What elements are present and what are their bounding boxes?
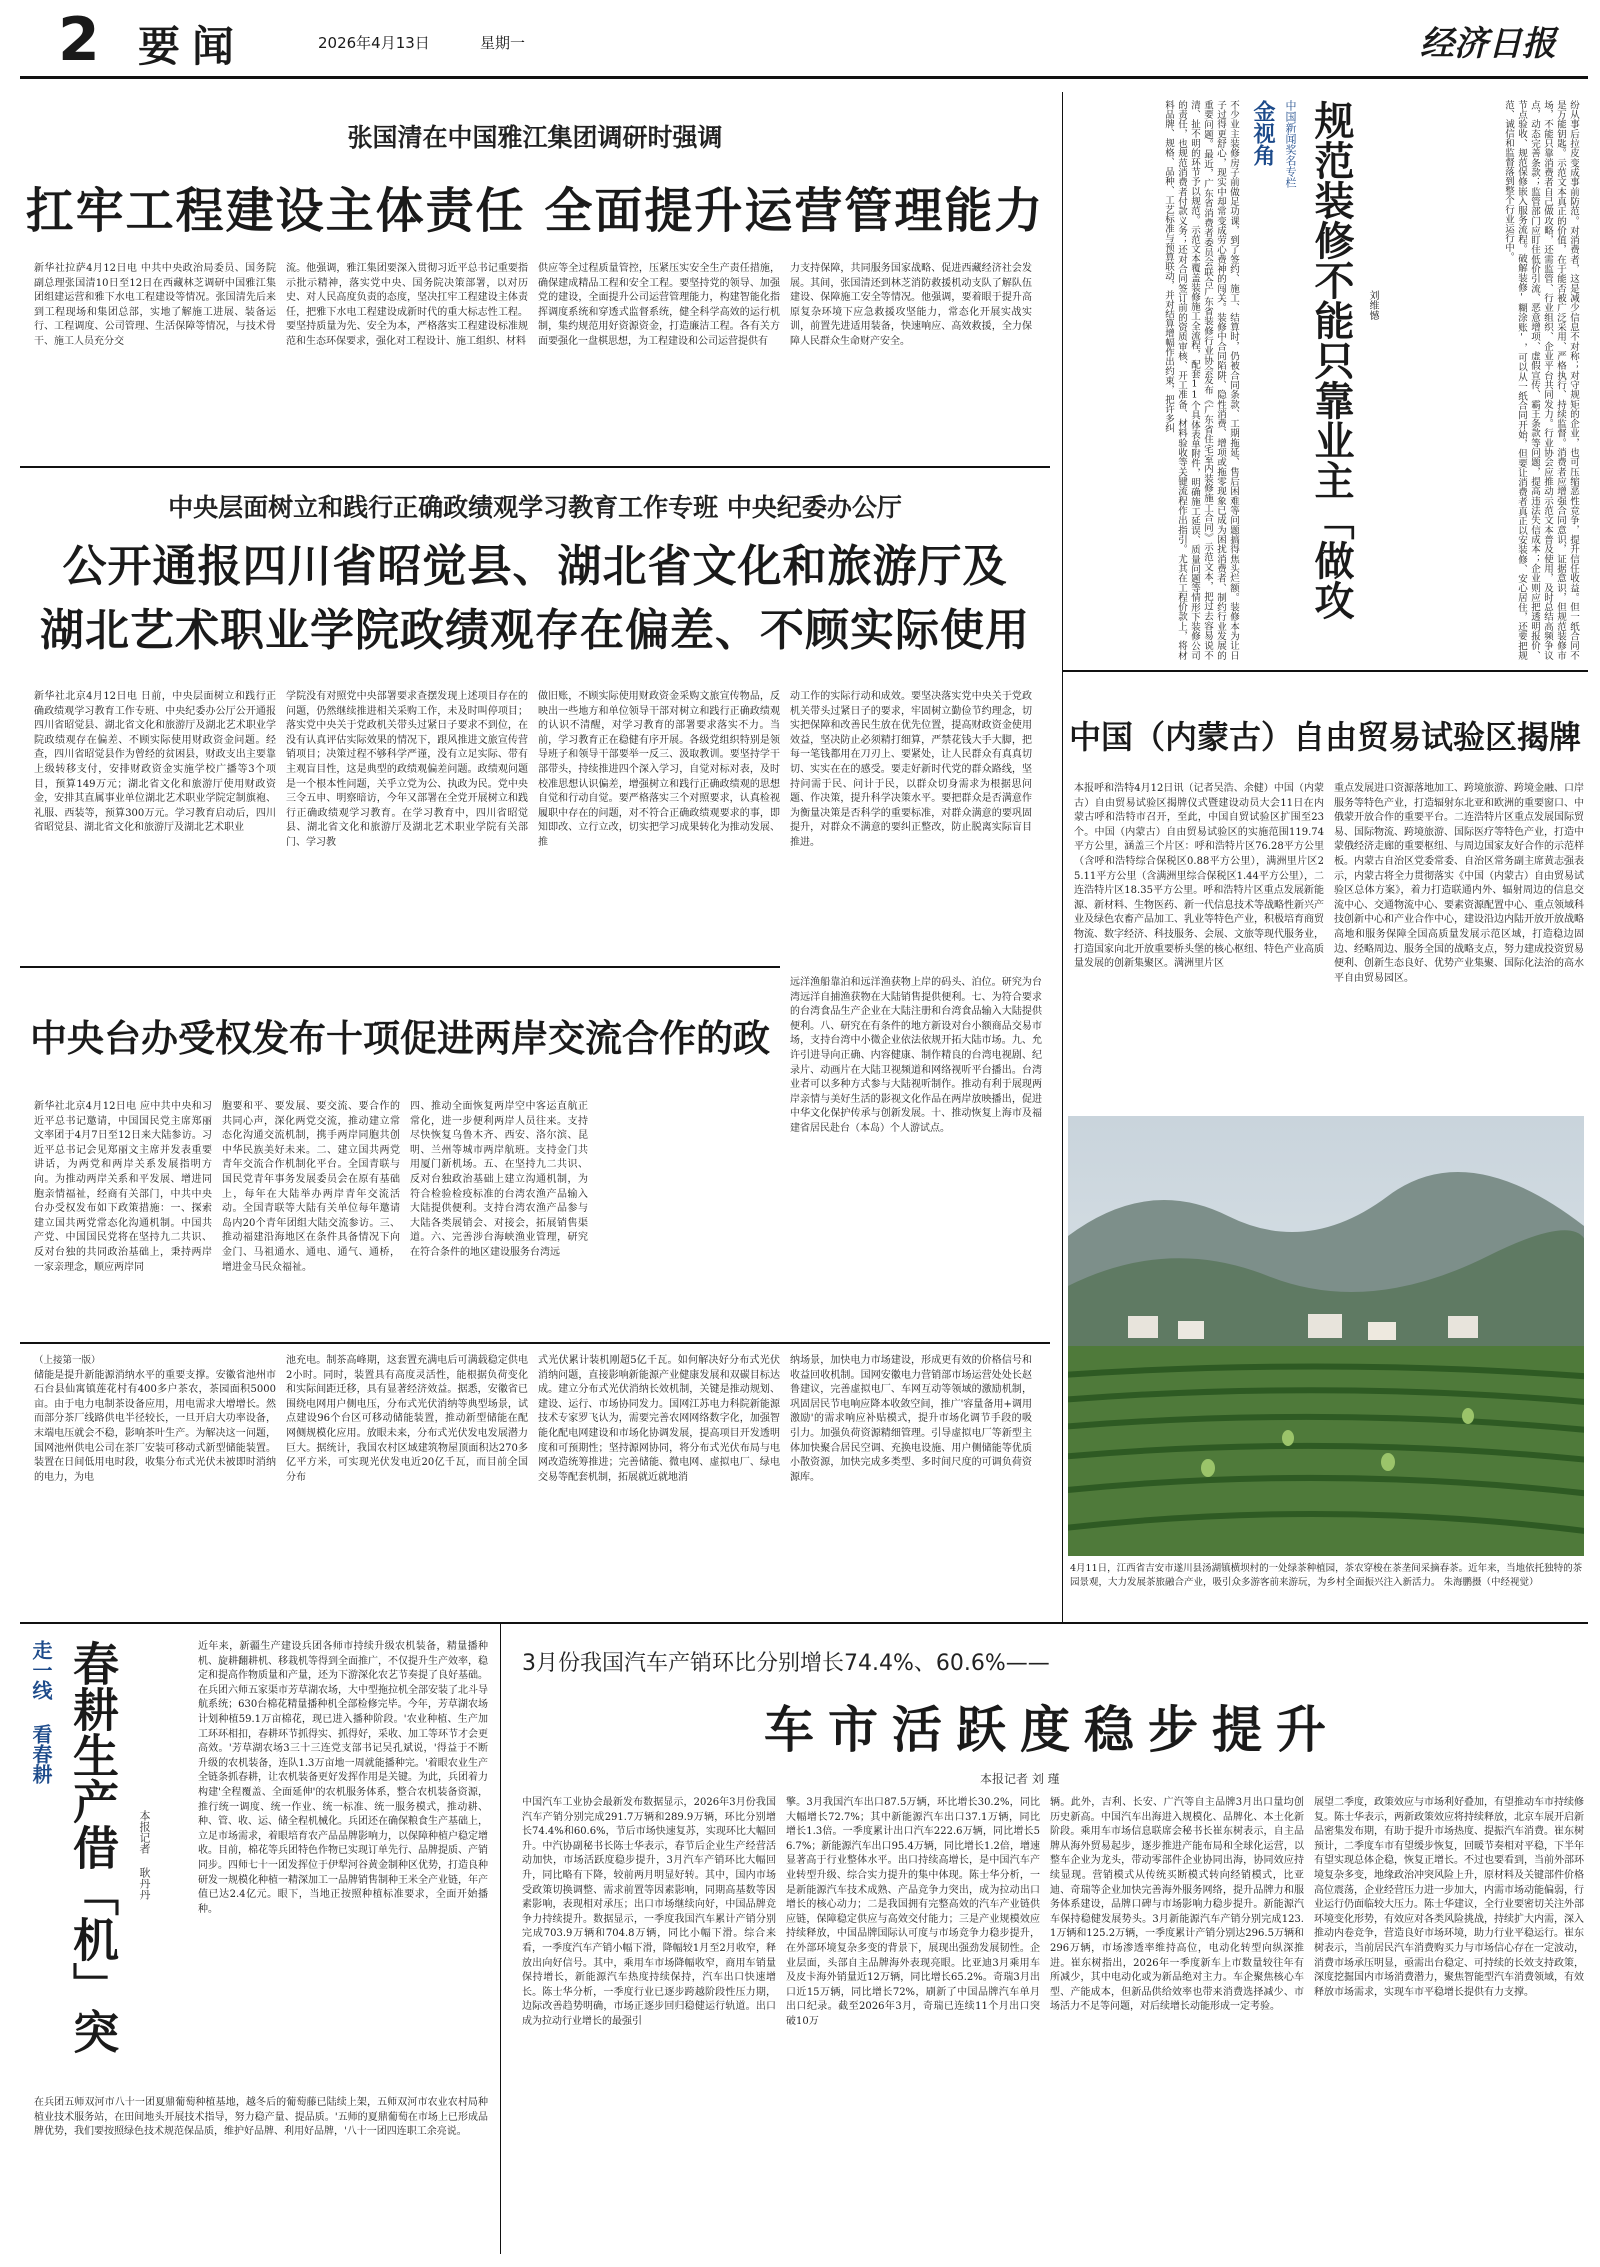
- column-text-1: 不少业主装修房子前做足功课，到了签约、施工、结算时，仍被合同条款、工期拖延、售后困难等问题搞得焦头烂额。装修本为让日子过得更舒心，现实中却常变成劳心费神的闯关。装修中合同陷阱、隐性消费、增项或拖零现象已成为困扰消费者、制约行业发展的重要问题。最近，广东省消费者委员会联合广东省装修行业协会发布《广东省住宅室内装修施工合同》示范文本，把过去容易说不清、扯不明的环节予以规范。示范文本覆盖装修施工全流程，配套11个具体表单附件，明确施工延误、质量问题等情形下装修公司的责任，也规范消费者付款义务；还对合同签订前的资质审核、开工准备、材料验收等关键流程作出指引。尤其在工程价款上，将材料品牌、规格、品种、工艺标准与预算联动，并对结算增幅作出约束，把许多纠: [1163, 100, 1239, 660]
- article2-kicker: 中央层面树立和践行正确政绩观学习教育工作专班 中央纪委办公厅: [168, 493, 902, 522]
- article4-col2: 在兵团五师双河市八十一团夏鼎葡萄种植基地，越冬后的葡萄藤已陆续上架，五师双河市农业农村局种植业技术服务站，在田间地头开展技术指导，努力稳产量、提品质。'五师的夏鼎葡萄在市场上已形成品牌优势，我们要按照绿色技术规范保品质，维护好品牌、利用好品牌，'八十一团四连职工余亮说。: [34, 2097, 488, 2138]
- column-title: 规范装修不能只靠业主「做攻: [1308, 100, 1354, 620]
- article1-col4: 力支持保障，共同服务国家战略、促进西藏经济社会发展。其间，张国清还到林芝消防救援机动支队了解队伍建设、保障施工安全等情况。他强调，要着眼于提升高原复杂环境下应急救援攻坚能力，常态化开展实战实训，前置先进适用装备，快速响应、高效救援，全力保障人民群众生命财产安全。: [790, 263, 1032, 347]
- article1-col1: 新华社拉萨4月12日电 中共中央政治局委员、国务院副总理张国清10日至12日在西藏林芝调研中国雅江集团组建运营和雅下水电工程建设等情况。张国清先后来到工程现场和集团总部，实地了解施工进展、装备运行、工程调度、公司管理、生活保障等情况，与技术骨干、施工人员充分交: [34, 263, 276, 347]
- article3-col1: 新华社北京4月12日电 应中共中央和习近平总书记邀请，中国国民党主席郑丽文率团于4月7日至12日来大陆参访。习近平总书记会见郑丽文主席并发表重要讲话，为两党和两岸关系发展指明方向。为推动两岸关系和平发展、增进同胞亲情福祉，经商有关部门，中共中央台办受权发布如下政策措施：一、探索建立国共两党常态化沟通机制。中国共产党、中国国民党将在坚持九二共识、反对台独的共同政治基础上，秉持两岸一家亲理念，顺应两岸同: [34, 1101, 212, 1273]
- divider: [20, 966, 780, 968]
- article1-kicker: 张国清在中国雅江集团调研时强调: [347, 123, 723, 152]
- ftz-col1: 本报呼和浩特4月12日讯（记者吴浩、余健）中国（内蒙古）自由贸易试验区揭牌仪式暨建设动员大会11日在内蒙古呼和浩特市召开，至此，中国自贸试验区扩围至23个。中国（内蒙古）自由贸易试验区的实施范围119.74平方公里，涵盖三个片区：呼和浩特片区76.28平方公里（含呼和浩特综合保税区0.88平方公里），满洲里片区25.11平方公里（含满洲里综合保税区1.44平方公里），二连浩特片区18.35平方公里。呼和浩特片区重点发展新能源、新材料、生物医药、新一代信息技术等战略性新兴产业及绿色农畜产品加工、乳业等特色产业，积极培育商贸物流、数字经济、科技服务、会展、文旅等现代服务业，打造国家向北开放重要桥头堡的核心枢纽、特色产业高质量发展的创新集聚区。满洲里片区: [1074, 783, 1324, 970]
- article3-headline: 中央台办受权发布十项促进两岸交流合作的政: [30, 1017, 770, 1060]
- article2-col3: 做旧账，不顾实际使用财政资金采购文旅宣传物品，反映出一些地方和单位领导干部对树立和践行正确政绩观的认识不清醒，对学习教育的部署要求落实不力。当前，学习教育正在稳健有序开展。各级党组织特别是领导班子和领导干部要举一反三、汲取教训。要坚持学干部带头，持续推进四个深入学习，自觉对标对表，及时校准思想认识偏差，增强树立和践行正确政绩观的思想自觉和行动自觉。要严格落实三个对照要求，认真检视履职中存在的问题，对不符合正确政绩观要求的事，即知即改、立行立改，切实把学习成果转化为推动发展、推: [538, 691, 780, 848]
- column-sub: 中国新闻奖名专栏: [1284, 100, 1297, 188]
- tea-garden-photo: [1068, 1116, 1584, 1556]
- article2-col2: 学院没有对照党中央部署要求查摆发现上述项目存在的问题，仍然继续推进相关采购工作，未及时叫停项目；落实党中央关于党政机关带头过紧日子要求不到位，在没有认真评估实际效果的情况下，跟风推进文旅宣传营销项目；决策过程不够科学严谨，没有立足实际、带有主观盲目性，这是典型的政绩观偏差问题。政绩观问题是一个根本性问题，关乎立党为公、执政为民。党中央三令五申、明察暗访，今年又部署在全党开展树立和践行正确政绩观学习教育。在学习教育中，四川省昭觉县、湖北省文化和旅游厅及湖北艺术职业学院有关部门、学习教: [286, 691, 528, 848]
- article1-col3: 供应等全过程质量管控，压紧压实安全生产责任措施，确保建成精品工程和安全工程。要坚持党的领导、加强党的建设，全面提升公司运营管理能力，构建智能化指挥调度系统和穿透式监督系统，健全科学高效的运行机制，集约规范用好资源资金，打造廉洁工程。各有关方面要强化一盘棋思想，为工程建设和公司运营提供有: [538, 263, 780, 347]
- column-vertical-rule: [500, 1624, 501, 2254]
- article4-byline: 本报记者 耿丹丹: [138, 1810, 151, 1900]
- article3-col4: 远洋渔船靠泊和远洋渔获物上岸的码头、泊位。研究为台湾远洋自捕渔获物在大陆销售提供便利。七、为符合要求的台湾食品生产企业在大陆注册和台湾食品输入大陆提供便利。八、研究在有条件的地方新设对台小额商品交易市场，支持台湾中小微企业依法依规开拓大陆市场。九、允许引进导向正确、内容健康、制作精良的台湾电视剧、纪录片、动画片在大陆卫视频道和网络视听平台播出。台湾业者可以多种方式参与大陆视听制作。推动有利于展现两岸亲情与美好生活的影视文化作品在两岸放映播出，促进中华文化保护传承与创新发展。十、推动恢复上海市及福建省居民赴台（本岛）个人游试点。: [790, 977, 1042, 1134]
- article-cont-col2: 池充电。制茶高峰期，这套置充满电后可满载稳定供电2小时。同时，装置具有高度灵活性，能根据负荷变化和实际间距迁移，具有显著经济效益。据悉，安徽省已围绕电网用户侧电压，分布式光伏消纳等典型场景，试点建设96个台区可移动储能装置，推动新型储能在配网侧规模化应用。放眼未来，分布式光伏发电发展潜力巨大。据统计，我国农村区域建筑物屋顶面积达270多亿平方米，可实现光伏发电近20亿千瓦，而目前全国分布: [286, 1355, 528, 1483]
- article5-col4: 展望二季度，政策效应与市场利好叠加，有望推动车市持续修复。陈士华表示，两新政策效应将持续释放，北京车展开启新品密集发布期，有助于提升市场热度、提振汽车消费。崔东树预计，二季度车市有望缓步恢复，回暖节奏相对平稳，下半年有望实现总体企稳，恢复正增长。不过也要看到，当前外部环境复杂多变，地缘政治冲突风险上升，原材料及关键部件价格高位震荡，企业经营压力进一步加大，内需市场动能偏弱，行业运行仍面临较大压力。陈士华建议，全行业要密切关注外部环境变化形势，有效应对各类风险挑战，持续扩大内需，深入推动内卷竞争，营造良好市场环境，助力行业平稳运行。崔东树表示，当前居民汽车消费购买力与市场信心存在一定波动，消费市场承压明显，亟需出台稳定、可持续的长效支持政策，深度挖掘国内市场消费潜力，聚焦智能型汽车消费领域，有效释放市场需求，实现车市平稳增长提供有力支撑。: [1314, 1797, 1584, 1998]
- page-number: 2: [58, 10, 100, 74]
- section-title: 要闻: [138, 22, 247, 70]
- article2-headline-line2: 湖北艺术职业学院政绩观存在偏差、不顾实际使用: [40, 605, 1030, 656]
- article-cont-col1-text: 储能是提升新能源消纳水平的重要支撑。安徽省池州市石台县仙寓镇莲花村有400多户茶农，茶园面积5000亩。由于电力电制茶设备应用，用电需求大增增长。然而部分茶厂线路供电半径较长，一旦开启大功率设备，末端电压就会不稳，影响茶叶生产。为解决这一问题，国网池州供电公司在茶厂安装可移动式新型储能装置。装置在日间低用电时段，收集分布式光伏未被即时消纳的电力，为电: [34, 1369, 276, 1483]
- article5-kicker: 3月份我国汽车产销环比分别增长74.4%、60.6%——: [522, 1651, 1050, 1676]
- article5-col3: 辆。此外，吉利、长安、广汽等自主品牌3月出口量均创历史新高。中国汽车出海进入规模化、品牌化、本土化新阶段。乘用车市场信息联席会秘书长崔东树表示，自主品牌从海外贸易起步，逐步推进产能布局和全球化运营，以整车企业为龙头，带动零部件企业协同出海，协同效应持续显现。营销模式从传统买断模式转向经销模式，比亚迪、奇瑞等企业加快完善海外服务网络，提升品牌力和服务体系建设，品牌口碑与市场影响力稳步提升。新能源汽车保持稳健发展势头。3月新能源汽车产销分别完成123.1万辆和125.2万辆，一季度累计产销分别达296.5万辆和296万辆，市场渗透率维持高位，电动化转型向纵深推进。崔东树指出，2026年一季度新车上市数量较往年有所减少，其中电动化或为新品绝对主力。车企聚焦核心车型、产能成本，但新品供给效率也带来消费选择减少、市场活力不足等问题，对后续增长动能形成一定考验。: [1050, 1797, 1304, 2013]
- article1-col2: 流。他强调，雅江集团要深入贯彻习近平总书记重要指示批示精神，落实党中央、国务院决策部署，以对历史、对人民高度负责的态度，坚决扛牢工程建设主体责任，把雅下水电工程建设成新时代的重大标志性工程。要坚持质量为先、安全为本，严格落实工程建设标准规范和生态环保要求，强化对工程设计、施工组织、材料: [286, 263, 528, 347]
- column-label: 金视角: [1250, 100, 1275, 166]
- continuation-marker: （上接第一版）: [34, 1355, 101, 1366]
- article-cont-col3: 式光伏累计装机刚超5亿千瓦。如何解决好分布式光伏消纳问题，直接影响新能源产业健康发展和双碳目标达成。建立分布式光伏消纳长效机制，关键是推动规划、建设、运行、市场协同发力。国网江苏电力科院新能源技术专家罗飞认为，需要完善农网网络数字化，加强智能化配电网建设和市场化协调发展，提高项目开发透明度和可预期性；坚持源网协同，将分布式光伏布局与电网改造统筹推进；完善储能、微电网、虚拟电厂、绿电交易等配套机制，拓展就近就地消: [538, 1355, 780, 1483]
- divider: [20, 1342, 1050, 1344]
- divider: [20, 466, 1050, 468]
- article-cont-col4: 纳场景，加快电力市场建设，形成更有效的价格信号和收益回收机制。国网安徽电力营销部市场运营处处长赵鲁建议，完善虚拟电厂、车网互动等领域的激励机制，巩固居民节电响应降本收敛空间，推广'容量备用+调用激励'的需求响应补贴模式，提升市场化调节手段的吸引力。加强负荷资源精细管理。引导虚拟电厂等新型主体加快聚合居民空调、充换电设施、用户侧储能等优质小散资源，加快完成多类型、多时间尺度的可调负荷资源库。: [790, 1355, 1032, 1483]
- column-vertical-rule: [1062, 92, 1063, 1624]
- article2-col1: 新华社北京4月12日电 日前，中央层面树立和践行正确政绩观学习教育工作专班、中央纪委办公厅公开通报四川省昭觉县、湖北省文化和旅游厅及湖北艺术职业学院政绩观存在偏差、不顾实际使用财政资金问题。经查，四川省昭觉县作为曾经的贫困县，财政支出主要靠上级转移支付，安排财政资金实施学校广播等3个项目，预算149万元；湖北省文化和旅游厅使用财政资金，安排其直属事业单位湖北艺术职业学院定制旗袍、礼服、西装等，预算300万元。学习教育启动后，四川省昭觉县、湖北省文化和旅游厅及湖北艺术职业: [34, 691, 276, 834]
- article5-col2: 擎。3月我国汽车出口87.5万辆，环比增长30.2%，同比大幅增长72.7%；其中新能源汽车出口37.1万辆，同比增长1.3倍。一季度累计出口汽车222.6万辆，同比增长56.7%；新能源汽车出口95.4万辆，同比增长1.2倍，增速显著高于行业整体水平。出口持续高增长，是中国汽车产业转型升级、综合实力提升的集中体现。陈士华分析，一是新能源汽车技术成熟、产品竞争力突出，成为拉动出口增长的核心动力；二是我国拥有完整高效的汽车产业链供应链，保障稳定供应与高效交付能力；三是产业规模效应持续释放，中国品牌国际认可度与市场竞争力稳步提升，在外部环境复杂多变的背景下，展现出强劲发展韧性。企业层面，头部自主品牌海外表现亮眼。比亚迪3月乘用车及皮卡海外销量近12万辆，同比增长65.2%。奇瑞3月出口近15万辆，同比增长72%，刷新了中国品牌汽车单月出口纪录。截至2026年3月，奇瑞已连续11个月出口突破10万: [786, 1797, 1040, 2027]
- ftz-headline: 中国（内蒙古）自由贸易试验区揭牌: [1068, 718, 1581, 756]
- photo-caption: 4月11日，江西省吉安市遂川县汤湖镇横坝村的一处绿茶种植园，茶农穿梭在茶垄间采摘春茶。近年来，当地依托独特的茶园景观，大力发展茶旅融合产业，吸引众多游客前来游玩，为乡村全面振兴注入新活力。 朱海鹏摄（中经视觉）: [1070, 1563, 1583, 1588]
- issue-weekday: 星期一: [480, 34, 526, 52]
- article5-col1: 中国汽车工业协会最新发布数据显示，2026年3月份我国汽车产销分别完成291.7万辆和289.9万辆，环比分别增长74.4%和60.6%，节后市场快速复苏，实现环比大幅回升。中汽协副秘书长陈士华表示，春节后企业生产经营活动加快，市场活跃度稳步提升，3月汽车产销环比大幅回升，同比略有下降，较前两月明显好转。其中，国内市场受政策切换调整、需求前置等因素影响，同期高基数等因素影响，表现相对承压；出口市场继续向好，中国品牌竞争力持续提升。数据显示，一季度我国汽车累计产销分别完成703.9万辆和704.8万辆，同比小幅下滑。综合来看，一季度汽车产销小幅下滑，降幅较1月至2月收窄，释放出向好信号。其中，乘用车市场降幅收窄，商用车销量保持增长，新能源汽车热度持续保持，汽车出口快速增长。陈士华分析，一季度行业已逐步跨越阶段性压力期，边际改善趋势明确，市场正逐步回归稳健运行轨道。出口成为拉动行业增长的最强引: [522, 1797, 776, 2027]
- divider: [1062, 670, 1588, 672]
- divider: [20, 1622, 1588, 1624]
- column-author: 刘维憾: [1367, 290, 1378, 320]
- article1-headline: 扛牢工程建设主体责任 全面提升运营管理能力: [25, 183, 1045, 238]
- article4-headline: 春耕生产借「机」突: [66, 1640, 120, 2054]
- article2-col4: 动工作的实际行动和成效。要坚决落实党中央关于党政机关带头过紧日子的要求，牢固树立勤俭节约理念，切实把保障和改善民生放在优先位置，提高财政资金使用效益，坚决防止必须精打细算，严禁花钱大手大脚，把每一笔钱都用在刀刃上、要紧处，让人民群众有真真切切、实实在在的感受。要走好新时代党的群众路线，坚持问需于民、问计于民，以群众切身需求为根据思问题、作决策，提升科学决策水平。要把群众是否满意作为衡量决策是否科学的重要标准，对群众满意的要巩固提升，对群众不满意的要纠正整改，防止脱离实际盲目推进。: [790, 691, 1032, 848]
- article5-byline: 本报记者 刘 瑾: [980, 1772, 1060, 1786]
- header-rule: [20, 76, 1588, 79]
- article3-col2: 胞要和平、要发展、要交流、要合作的共同心声，深化两党交流，推动建立常态化沟通交流机制，携手两岸同胞共创中华民族美好未来。二、建立国共两党青年交流合作机制化平台。全国青联与国民党青年事务发展委员会在原有基础上，每年在大陆举办两岸青年交流活动。全国青联等大陆有关单位每年邀请岛内20个青年团组大陆交流参访。三、推动福建沿海地区在条件具备情况下向金门、马祖通水、通电、通气、通桥，增进金马民众福祉。: [222, 1101, 400, 1273]
- article5-headline: 车市活跃度稳步提升: [764, 1701, 1340, 1759]
- article4-col1: 近年来，新疆生产建设兵团各师市持续升级农机装备，精量播种机、旋耕翻耕机、移栽机等得到全面推广，不仅提升生产效率，稳定和提高作物质量和产量，还为下游深化农艺节奏提了良好基础。在兵团六师五家渠市芳草湖农场，大中型拖拉机全部安装了北斗导航系统；630台棉花精量播种机全部检修完毕。今年，芳草湖农场计划种植59.1万亩棉花，现已进入播种阶段。'农业种植、生产加工环环相扣，春耕环节抓得实、抓得好，采收、加工等环节才会更高效。'芳草湖农场3三十三连党支部书记吴孔斌说，'得益于不断升级的农机装备，连队1.3万亩地一周就能播种完。'着眼农业生产全链条抓春耕，让农机装备更好发挥作用是关键。为此，兵团着力构建'全程覆盖、全面延伸'的农机服务体系，整合农机装备资源，推行统一调度、统一作业、统一标准、统一服务模式，推动耕、种、管、收、运、储全程机械化。兵团还在确保粮食生产基础上，立足市场需求，着眼培育农产品品牌影响力，以保障种植户稳定增收。目前，棉花等兵团特色作物已实现订单先行、品牌提质、产销同步。四师七十一团发挥位于伊犁河谷黄金制种区优势，打造良种研发一规模化种植一精深加工一品牌销售制种王米全产业链，年产值已达2.4亿元。眼下，当地正按照种植标准要求，全面开始播种。: [198, 1641, 488, 1915]
- article3-col3: 四、推动全面恢复两岸空中客运直航正常化，进一步便利两岸人员往来。支持尽快恢复乌鲁木齐、西安、洛尔滨、昆明、兰州等城市两岸航班。支持金门共用厦门新机场。五、在坚持九二共识、反对台独政治基础上建立沟通机制，为符合检验检疫标准的台湾农渔产品输入大陆提供便利。支持台湾农渔产品参与大陆各类展销会、对接会，拓展销售渠道。六、完善涉台海峡渔业管理，研究在符合条件的地区建设服务台湾远: [410, 1101, 588, 1258]
- issue-date: 2026年4月13日: [318, 34, 430, 52]
- masthead-logo: 经济日报: [1420, 24, 1556, 64]
- article-cont-col1: [34, 1354, 276, 1606]
- ftz-col2: 重点发展进口资源落地加工、跨境旅游、跨境金融、口岸服务等特色产业，打造辐射东北亚和欧洲的重要窗口、中俄蒙开放合作的重要平台。二连浩特片区重点发展国际贸易、国际物流、跨境旅游、国际医疗等特色产业，打造中蒙俄经济走廊的重要枢纽、与周边国家友好合作的示范样板。内蒙古自治区党委常委、自治区常务副主席黄志强表示，内蒙古将全力贯彻落实《中国（内蒙古）自由贸易试验区总体方案》，着力打造联通内外、辐射周边的信息交流中心、交通物流中心、要素资源配置中心、重点领域科技创新中心和产业合作中心，建设沿边内陆开放开放战略高地和服务保障全国高质量发展示范区域，打造稳边固边、经略周边、服务全国的战略支点，努力建成投资贸易便利、创新生态良好、优势产业集聚、国际化法治的高水平自由贸易园区。: [1334, 783, 1584, 984]
- tea-garden-illustration: [1068, 1116, 1584, 1556]
- column-text-2: 纷从事后拉皮变成事前防范。对消费者，这是减少信息不对称；对守规矩的企业，也可压缩恶性竞争，提升信任收益。但一纸合同不是万能钥匙。示范文本真正的价值，在于能否被广泛采用、严格执行、持续监督。消费者应增强合同意识，证据意识，但规范装修市场，不能只靠消费者自己做攻略，还需监管、行业组织、企业平台共同发力。行业协会应推动示范文本普及使用，及时总结高频争议点，动态完善条款；监管部门应盯住低价引流、恶意增项、虚假宣传、霸王条款等问题，提高违法失信成本；企业则应把透明报价、节点验收、规范保修嵌入服务流程。破解装修'糊涂账'，可以从一纸合同开始，但要让消费者真正以安装修、安心居住，还要把规范、诚信和监督落到整个行业运行中。: [1503, 100, 1579, 660]
- article4-label: 走一线 看春耕: [29, 1640, 53, 1784]
- article2-headline-line1: 公开通报四川省昭觉县、湖北省文化和旅游厅及: [62, 541, 1008, 592]
